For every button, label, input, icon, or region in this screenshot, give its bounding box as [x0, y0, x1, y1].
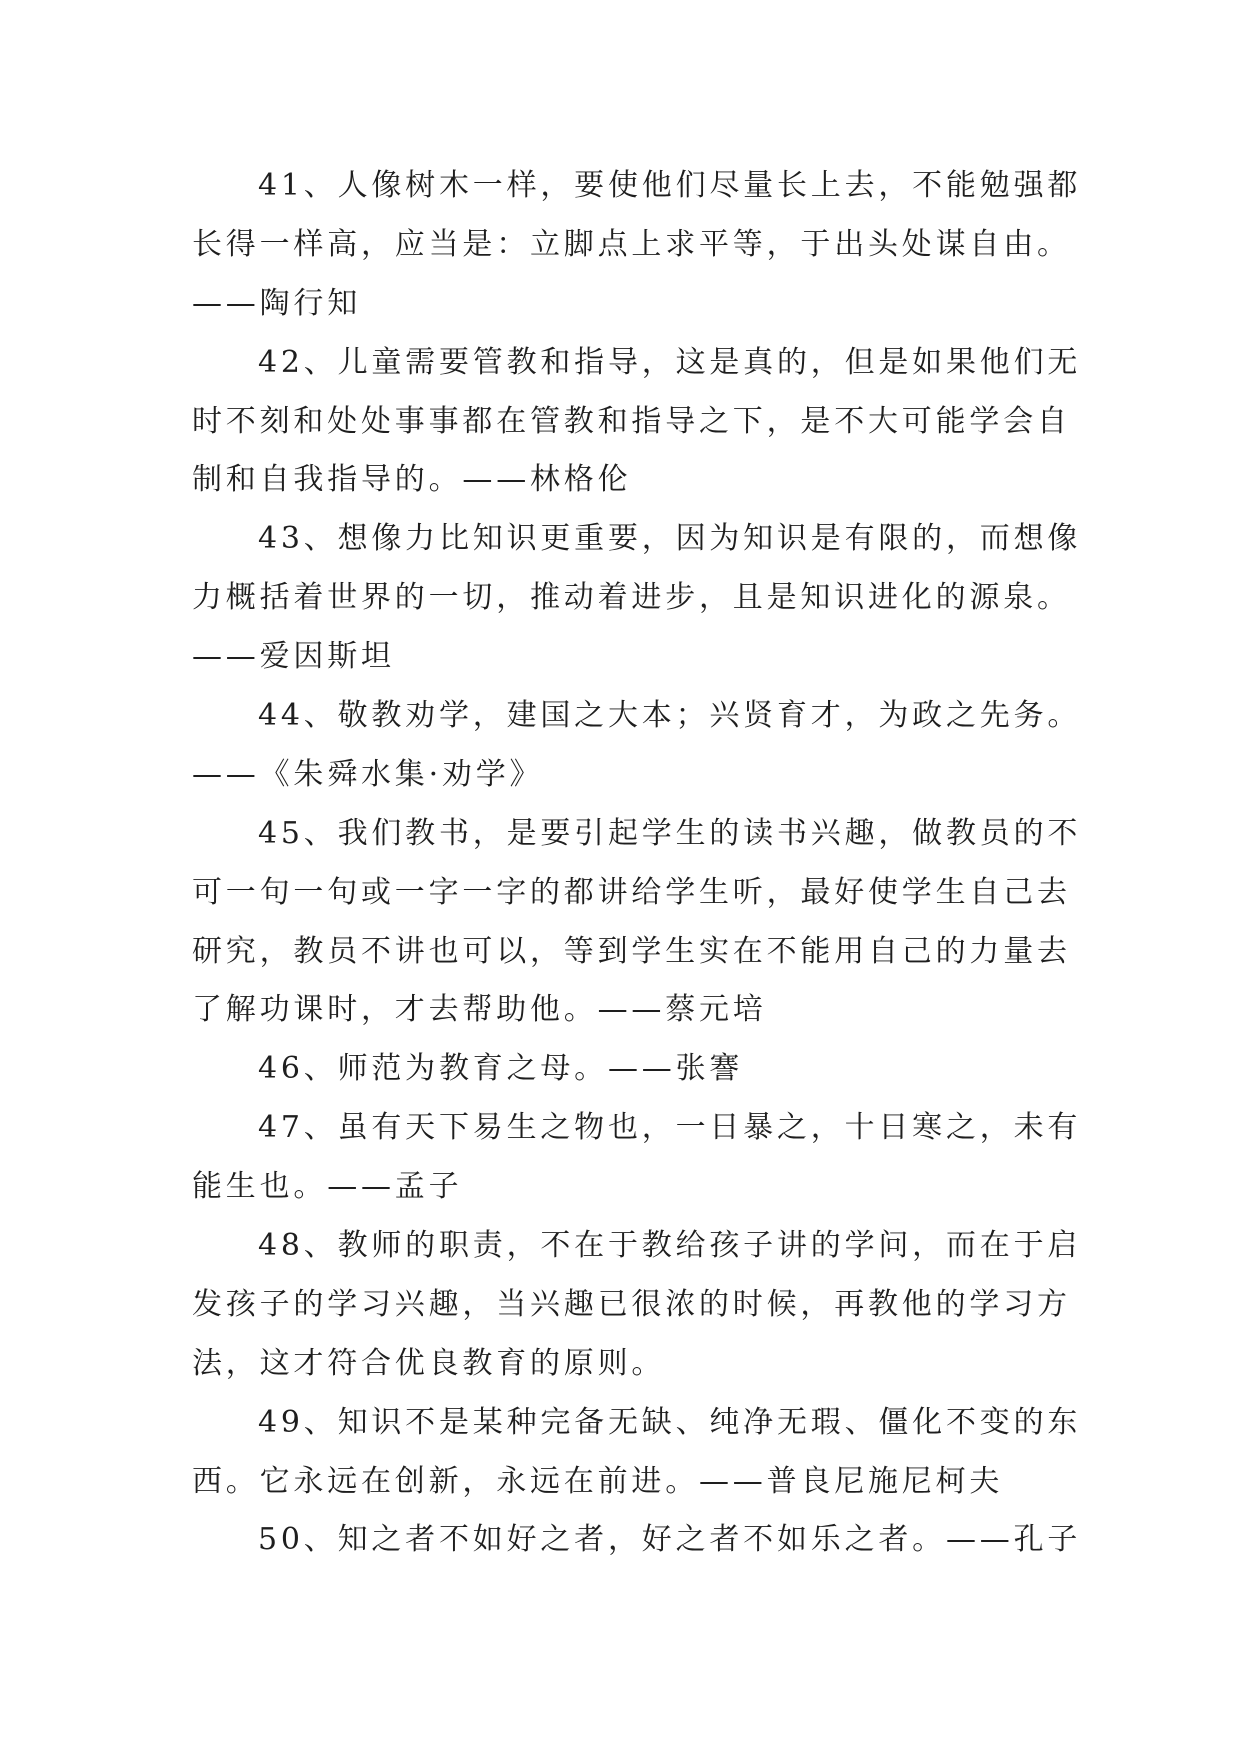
quote-paragraph-50 — [192, 1511, 1092, 1570]
quote-line: 法，这才符合优良教育的原则。 — [192, 1345, 666, 1381]
quote-line: 42、儿童需要管教和指导，这是真的，但是如果他们无 — [258, 344, 1082, 380]
quote-line: 47、虽有天下易生之物也，一日暴之，十日寒之，未有 — [258, 1110, 1082, 1146]
quote-line: 西。它永远在创新，永远在前进。——普良尼施尼柯夫 — [192, 1463, 1004, 1499]
quote-author-line: ——爱因斯坦 — [192, 639, 395, 675]
quote-paragraph-47 — [192, 1099, 1092, 1217]
quote-paragraph-49 — [192, 1394, 1092, 1512]
quote-line: 长得一样高，应当是：立脚点上求平等，于出头处谋自由。 — [192, 226, 1071, 262]
quote-paragraph-42 — [192, 334, 1092, 511]
quote-paragraph-48 — [192, 1217, 1092, 1394]
quote-paragraph-44 — [192, 687, 1092, 805]
quote-line: 时不刻和处处事事都在管教和指导之下，是不大可能学会自 — [192, 403, 1071, 439]
quote-line: 发孩子的学习兴趣，当兴趣已很浓的时候，再教他的学习方 — [192, 1286, 1071, 1322]
quote-line: 45、我们教书，是要引起学生的读书兴趣，做教员的不 — [258, 815, 1082, 851]
quote-author-line: ——陶行知 — [192, 285, 361, 321]
quote-paragraph-45 — [192, 805, 1092, 1041]
quote-line: 可一句一句或一字一字的都讲给学生听，最好使学生自己去 — [192, 874, 1071, 910]
quote-line: 48、教师的职责，不在于教给孩子讲的学问，而在于启 — [258, 1228, 1082, 1264]
quote-line: 50、知之者不如好之者，好之者不如乐之者。——孔子 — [258, 1522, 1082, 1558]
quote-line: 了解功课时，才去帮助他。——蔡元培 — [192, 992, 767, 1028]
quote-paragraph-43 — [192, 510, 1092, 687]
quote-line: 制和自我指导的。——林格伦 — [192, 462, 632, 498]
quote-line: 46、师范为教育之母。——张謇 — [258, 1051, 744, 1087]
quote-line: 43、想像力比知识更重要，因为知识是有限的，而想像 — [258, 521, 1082, 557]
quote-line: 研究，教员不讲也可以，等到学生实在不能用自己的力量去 — [192, 933, 1071, 969]
quote-line: 49、知识不是某种完备无缺、纯净无瑕、僵化不变的东 — [258, 1404, 1082, 1440]
quote-paragraph-46 — [192, 1040, 1092, 1099]
quote-line: 44、敬教劝学，建国之大本；兴贤育才，为政之先务。 — [258, 698, 1082, 734]
quote-line: 力概括着世界的一切，推动着进步，且是知识进化的源泉。 — [192, 580, 1071, 616]
quote-author-line: ——《朱舜水集·劝学》 — [192, 756, 544, 792]
quote-line: 能生也。——孟子 — [192, 1169, 463, 1205]
quote-line: 41、人像树木一样，要使他们尽量长上去，不能勉强都 — [258, 168, 1082, 203]
quote-paragraph-41 — [192, 157, 1092, 334]
quote-list — [192, 157, 1092, 1570]
